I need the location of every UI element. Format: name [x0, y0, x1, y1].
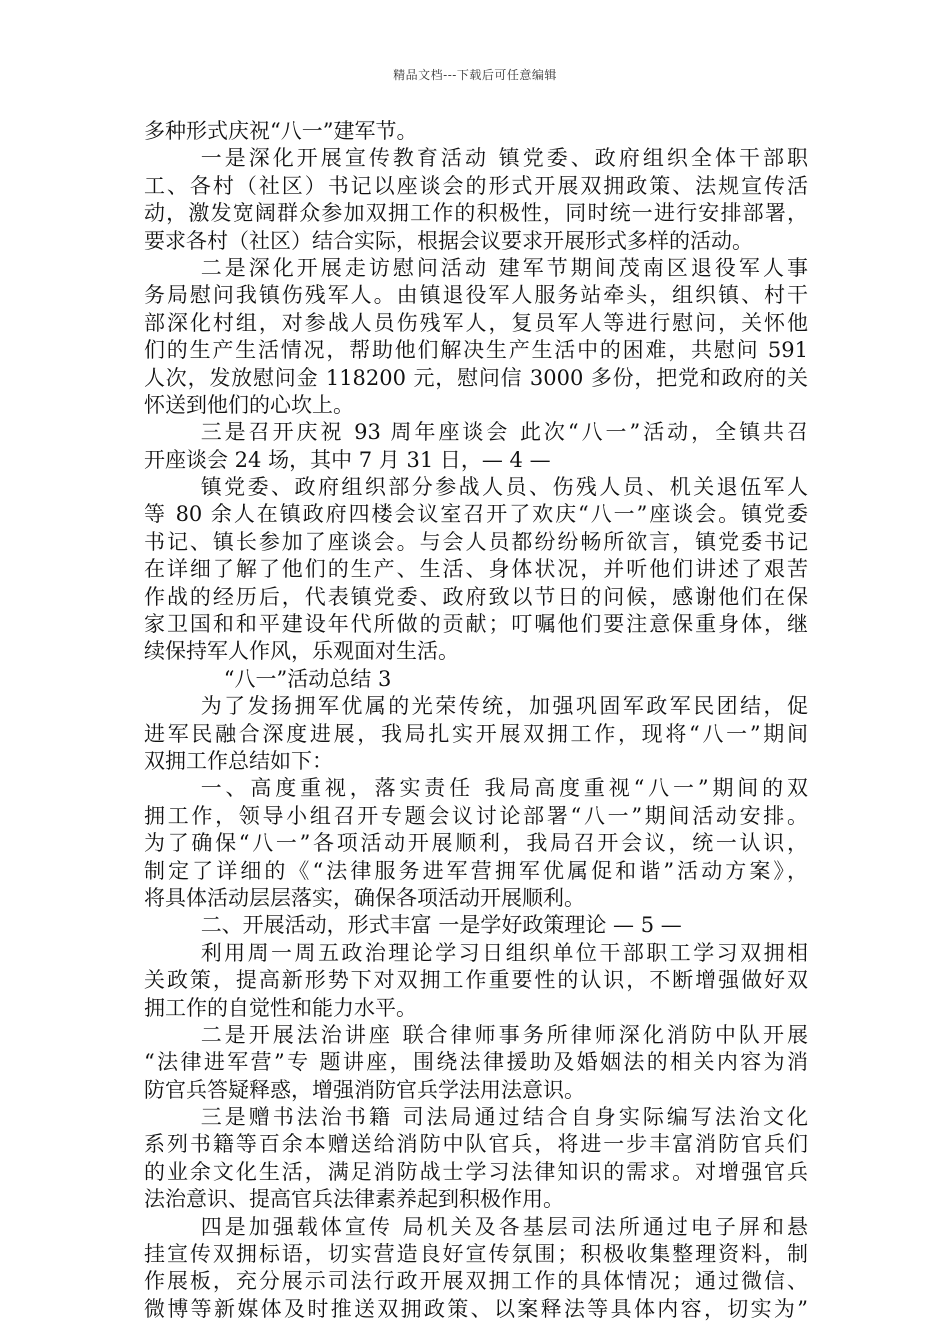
text-line: 进军民融合深度进展，我局扎实开展双拥工作，现将“八一”期间 — [144, 721, 808, 746]
document-body — [144, 118, 808, 1323]
text-line: 的业余文化生活，满足消防战士学习法律知识的需求。对增强官兵 — [144, 1159, 808, 1184]
text-line: 拥工作，领导小组召开专题会议讨论部署“八一”期间活动安排。 — [144, 803, 808, 828]
text-line: 多种形式庆祝“八一”建军节。 — [144, 119, 418, 143]
text-line: 镇党委、政府组织部分参战人员、伤残人员、机关退伍军人 — [200, 475, 808, 500]
text-line: “法律进军营”专 题讲座，围绕法律援助及婚姻法的相关内容为消 — [144, 1050, 808, 1075]
text-line: 书记、镇长参加了座谈会。与会人员都纷纷畅所欲言，镇党委书记 — [144, 529, 808, 554]
text-line: 拥工作的自觉性和能力水平。 — [144, 995, 417, 1020]
text-line: 利用周一周五政治理论学习日组织单位干部职工学习双拥相 — [200, 940, 808, 965]
text-line: 续保持军人作风，乐观面对生活。 — [144, 639, 459, 664]
text-line: 务局慰问我镇伤残军人。由镇退役军人服务站牵头，组织镇、村干 — [144, 283, 808, 308]
text-line: 一是深化开展宣传教育活动 镇党委、政府组织全体干部职 — [200, 146, 808, 171]
text-line: 法治意识、提高官兵法律素养起到积极作用。 — [144, 1187, 564, 1212]
text-line: 等 80 余人在镇政府四楼会议室召开了欢庆“八一”座谈会。镇党委 — [144, 502, 808, 527]
text-line: 三是赠书法治书籍 司法局通过结合自身实际编写法治文化 — [200, 1105, 808, 1130]
text-line: 防官兵答疑释惑，增强消防官兵学法用法意识。 — [144, 1077, 585, 1102]
text-line: 工、各村（社区）书记以座谈会的形式开展双拥政策、法规宣传活 — [144, 173, 808, 198]
text-line: 一、高度重视，落实责任 我局高度重视“八一”期间的双 — [200, 776, 808, 801]
text-line: 开座谈会 24 场，其中 7 月 31 日，— 4 — — [144, 447, 551, 472]
text-line: 为了确保“八一”各项活动开展顺利，我局召开会议，统一认识， — [144, 831, 808, 856]
text-line: 要求各村（社区）结合实际，根据会议要求开展形式多样的活动。 — [144, 228, 753, 253]
text-line: 将具体活动层层落实，确保各项活动开展顺利。 — [144, 885, 585, 910]
text-line: 系列书籍等百余本赠送给消防中队官兵，将进一步丰富消防官兵们 — [144, 1132, 808, 1157]
text-line: 制定了详细的《“法律服务进军营拥军优属促和谐”活动方案》， — [144, 858, 808, 883]
text-line: 们的生产生活情况，帮助他们解决生产生活中的困难，共慰问 591 — [144, 338, 808, 363]
page-header: 精品文档---下载后可任意编辑 — [393, 68, 557, 82]
text-line: 为了发扬拥军优属的光荣传统，加强巩固军政军民团结，促 — [200, 694, 808, 719]
text-line: 作展板，充分展示司法行政开展双拥工作的具体情况；通过微信、 — [144, 1269, 808, 1294]
text-line: 四是加强载体宣传 局机关及各基层司法所通过电子屏和悬 — [200, 1214, 808, 1239]
text-line: 人次，发放慰问金 118200 元，慰问信 3000 多份，把党和政府的关 — [144, 365, 808, 390]
text-line: 动，激发宽阔群众参加双拥工作的积极性，同时统一进行安排部署， — [144, 201, 808, 226]
text-line: “八一”活动总结 3 — [223, 666, 392, 691]
text-line: 在详细了解了他们的生产、生活、身体状况，并听他们讲述了艰苦 — [144, 557, 808, 582]
text-line: 二、开展活动，形式丰富 一是学好政策理论 — 5 — — [200, 913, 682, 938]
text-line: 挂宣传双拥标语，切实营造良好宣传氛围；积极收集整理资料，制 — [144, 1242, 808, 1267]
text-line: 双拥工作总结如下： — [144, 748, 333, 773]
text-line: 二是开展法治讲座 联合律师事务所律师深化消防中队开展 — [200, 1022, 808, 1047]
text-line: 三是召开庆祝 93 周年座谈会 此次“八一”活动，全镇共召 — [200, 420, 808, 445]
text-line: 家卫国和和平建设年代所做的贡献；叮嘱他们要注意保重身体，继 — [144, 612, 808, 637]
text-line: 微博等新媒体及时推送双拥政策、以案释法等具体内容，切实为” — [144, 1296, 808, 1321]
text-line: 部深化村组，对参战人员伤残军人，复员军人等进行慰问，关怀他 — [144, 310, 808, 335]
text-line: 二是深化开展走访慰问活动 建军节期间茂南区退役军人事 — [200, 255, 808, 280]
text-line: 怀送到他们的心坎上。 — [144, 392, 354, 417]
text-line: 作战的经历后，代表镇党委、政府致以节日的问候，感谢他们在保 — [144, 584, 808, 609]
text-line: 关政策，提高新形势下对双拥工作重要性的认识，不断增强做好双 — [144, 968, 808, 993]
